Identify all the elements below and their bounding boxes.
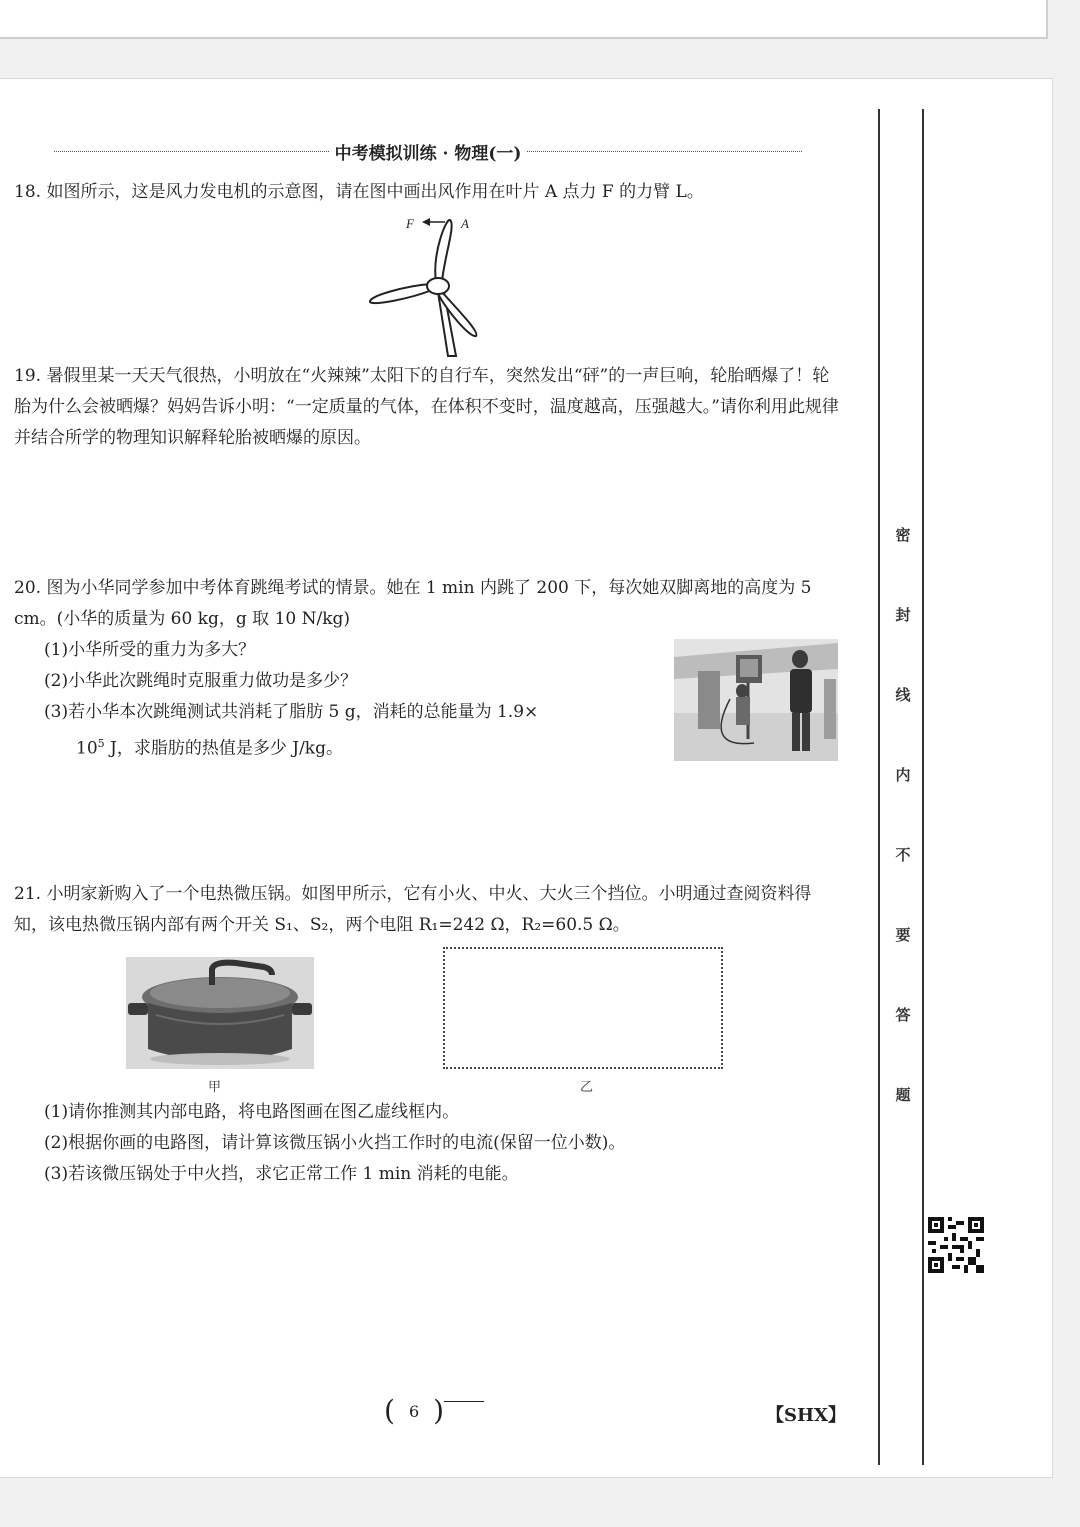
page-number-value: 6	[408, 1401, 420, 1421]
question-18-text: 18. 如图所示，这是风力发电机的示意图，请在图中画出风作用在叶片 A 点力 F 的力臂 L。	[14, 182, 704, 202]
turbine-hub	[427, 278, 449, 294]
label-A: A	[461, 216, 469, 231]
question-20-sub-3-rest: J，求脂肪的热值是多少 J/kg。	[104, 738, 343, 759]
binding-line-right	[922, 109, 924, 1465]
binding-char-2: 线	[895, 686, 911, 704]
question-21-sub-1: (1)请你推测其内部电路，将电路图画在图乙虚线框内。	[44, 1102, 460, 1122]
question-20-sub-2: (2)小华此次跳绳时克服重力做功是多少？	[44, 671, 358, 691]
force-arrowhead	[422, 218, 430, 226]
page-title: 中考模拟训练 · 物理(一)	[334, 143, 522, 164]
page-number: ( 6 )	[384, 1397, 484, 1425]
question-20	[14, 573, 840, 635]
question-20-sub-3-cont	[76, 728, 343, 765]
question-21-sub-2: (2)根据你画的电路图，请计算该微压锅小火挡工作时的电流(保留一位小数)。	[44, 1133, 626, 1153]
figure-caption-yi: 乙	[580, 1080, 594, 1095]
question-21	[14, 879, 840, 941]
binding-char-5: 要	[895, 926, 911, 944]
circuit-drawing-box[interactable]	[443, 947, 723, 1069]
previous-page-edge	[0, 0, 1048, 39]
binding-char-7: 题	[895, 1086, 911, 1104]
wind-turbine-figure	[360, 214, 500, 359]
header-dotted-rule-left	[54, 151, 329, 152]
binding-char-4: 不	[895, 846, 911, 864]
question-20-text: 20. 图为小华同学参加中考体育跳绳考试的情景。她在 1 min 内跳了 200 下，每次她双脚离地的高度为 5 cm。(小华的质量为 60 kg，g 取 10 N/kg)	[14, 578, 812, 629]
figure-caption-jia: 甲	[208, 1080, 222, 1095]
label-F: F	[406, 216, 414, 231]
binding-line-left	[878, 109, 880, 1465]
binding-char-0: 密	[895, 526, 911, 544]
exponent: 5	[97, 737, 105, 750]
exponent-base: 10	[76, 738, 98, 759]
binding-char-1: 封	[895, 606, 911, 624]
turbine-blade-left	[370, 284, 432, 303]
question-19-text: 19. 暑假里某一天天气很热，小明放在“火辣辣”太阳下的自行车，突然发出“砰”的一声巨响，轮胎晒爆了！轮胎为什么会被晒爆？妈妈告诉小明：“一定质量的气体，在体积不变时，温度越高，压强越大。”请你利用此规律并结合所学的物理知识解释轮胎被晒爆的原因。	[14, 366, 839, 448]
question-19	[14, 361, 840, 454]
question-20-sub-3: (3)若小华本次跳绳测试共消耗了脂肪 5 g，消耗的总能量为 1.9×	[44, 702, 539, 722]
question-21-text: 21. 小明家新购入了一个电热微压锅。如图甲所示，它有小火、中火、大火三个挡位。小明通过查阅资料得知，该电热微压锅内部有两个开关 S₁、S₂，两个电阻 R₁=242 Ω，R₂=60.5 Ω。	[14, 884, 812, 935]
exam-code: 【SHX】	[766, 1405, 846, 1426]
binding-char-6: 答	[895, 1006, 911, 1024]
pressure-cooker-photo	[126, 957, 314, 1069]
page-header	[54, 139, 802, 163]
question-18	[14, 177, 814, 208]
turbine-blade-top	[435, 220, 451, 282]
exam-page	[0, 78, 1053, 1478]
qr-code-icon[interactable]	[928, 1217, 984, 1273]
jump-rope-photo	[674, 639, 838, 761]
binding-char-3: 内	[895, 766, 911, 784]
question-20-sub-1: (1)小华所受的重力为多大？	[44, 640, 256, 660]
header-dotted-rule-right	[527, 151, 802, 152]
question-21-sub-3: (3)若该微压锅处于中火挡，求它正常工作 1 min 消耗的电能。	[44, 1164, 519, 1184]
